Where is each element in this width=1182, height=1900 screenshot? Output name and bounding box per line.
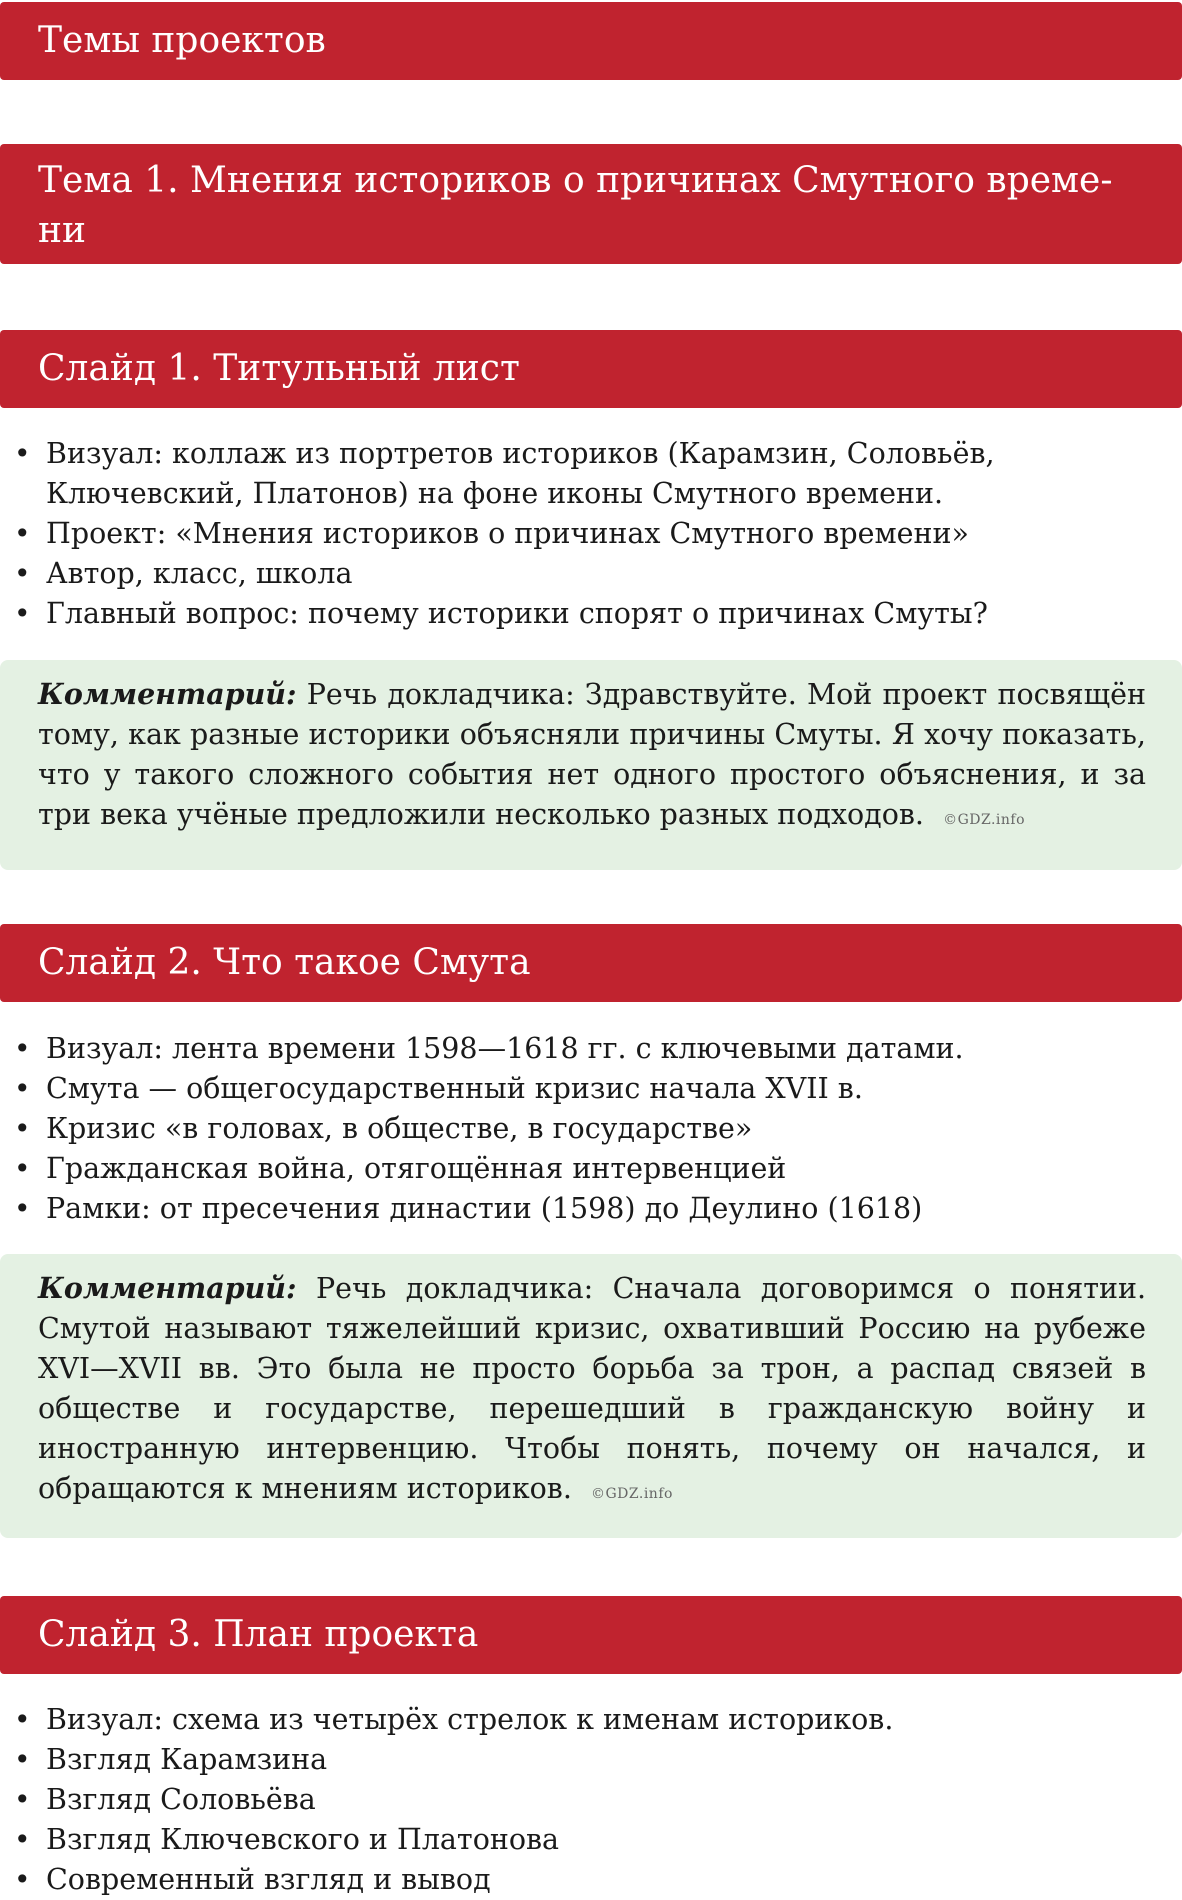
section-header <box>0 2 1182 80</box>
list-item: • Смута — общегосударственный кризис начала XVII в. <box>0 1069 1182 1109</box>
list-item: • Автор, класс, школа <box>0 554 1182 594</box>
list-item: • Визуал: схема из четырёх стрелок к именам историков. <box>0 1700 1182 1740</box>
list-item: • Главный вопрос: почему историки спорят о причинах Смуты? <box>0 594 1182 634</box>
slide-2-bullet-list <box>0 1029 1182 1229</box>
slide-1-title: Слайд 1. Титульный лист <box>38 348 520 389</box>
comment-text: Речь докладчика: Сначала договоримся о понятии. Смутой называют тяжелейший кризис, охвативший Россию на рубеже XVI—XVII вв. Это была не просто борьба за трон, а распад связей в обществе и государстве, перешедший в гражданскую войну и иностранную интервенцию. Чтобы понять, почему он начался, и обращаются к мнениям историков. <box>38 1272 1147 1505</box>
bullet-icon: • <box>14 1703 31 1736</box>
slide-2-header <box>0 924 1182 1002</box>
comment-label: Комментарий: <box>38 677 297 711</box>
list-item: • Взгляд Соловьёва <box>0 1780 1182 1820</box>
bullet-icon: • <box>14 1072 31 1105</box>
slide-2-title: Слайд 2. Что такое Смута <box>38 942 531 983</box>
bullet-icon: • <box>14 1743 31 1776</box>
bullet-icon: • <box>14 517 31 550</box>
section-title: Темы проектов <box>38 20 326 61</box>
slide-3-bullet-list <box>0 1700 1182 1900</box>
slide-3-title: Слайд 3. План проекта <box>38 1614 479 1655</box>
bullet-icon: • <box>14 1783 31 1816</box>
bullet-icon: • <box>14 1823 31 1856</box>
list-item: • Визуал: коллаж из портретов историков (Карамзин, Соловьёв, Ключевский, Платонов) на фоне иконы Смутного времени. <box>0 434 1182 514</box>
list-item: • Взгляд Карамзина <box>0 1740 1182 1780</box>
copyright-stamp: ©GDZ.info <box>590 1486 673 1502</box>
bullet-icon: • <box>14 1863 31 1896</box>
comment-label: Комментарий: <box>38 1271 297 1305</box>
comment-text: Речь докладчика: Здравствуйте. Мой проект посвящён тому, как разные историки объясняли причины Смуты. Я хочу показать, что у такого сложного события нет одного простого объяснения, и за три века учёные предложили несколько разных подходов. <box>38 678 1146 831</box>
bullet-icon: • <box>14 1152 31 1185</box>
list-item: • Рамки: от пресечения династии (1598) до Деулино (1618) <box>0 1189 1182 1229</box>
copyright-stamp: ©GDZ.info <box>943 812 1026 828</box>
list-item: • Взгляд Ключевского и Платонова <box>0 1820 1182 1860</box>
topic-header <box>0 144 1182 264</box>
list-item: • Визуал: лента времени 1598—1618 гг. с ключевыми датами. <box>0 1029 1182 1069</box>
list-item: • Кризис «в головах, в обществе, в государстве» <box>0 1109 1182 1149</box>
topic-title: Тема 1. Мнения историков о причинах Смутного време-ни <box>38 160 1113 251</box>
list-item: • Современный взгляд и вывод <box>0 1860 1182 1900</box>
slide-2-comment <box>0 1254 1182 1538</box>
list-item: • Гражданская война, отягощённая интервенцией <box>0 1149 1182 1189</box>
bullet-icon: • <box>14 1032 31 1065</box>
bullet-icon: • <box>14 1192 31 1225</box>
slide-3-header <box>0 1596 1182 1674</box>
slide-1-bullet-list <box>0 434 1182 634</box>
bullet-icon: • <box>14 437 31 470</box>
bullet-icon: • <box>14 557 31 590</box>
bullet-icon: • <box>14 597 31 630</box>
list-item: • Проект: «Мнения историков о причинах Смутного времени» <box>0 514 1182 554</box>
bullet-icon: • <box>14 1112 31 1145</box>
slide-1-header <box>0 330 1182 408</box>
slide-1-comment <box>0 660 1182 870</box>
